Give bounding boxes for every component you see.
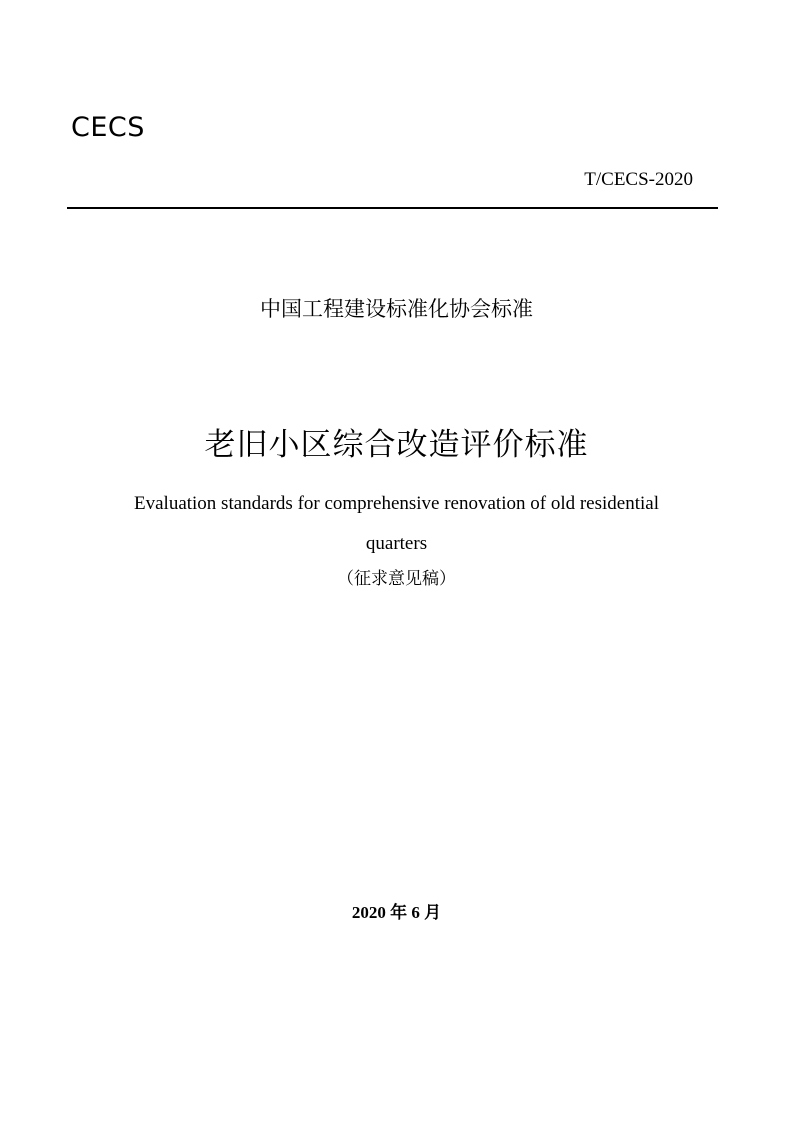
header-divider xyxy=(67,207,718,209)
title-english-line-2: quarters xyxy=(365,533,428,554)
standard-code: T/CECS-2020 xyxy=(584,169,693,190)
title-english xyxy=(0,484,793,564)
cecs-logo-text: CECS xyxy=(71,112,145,143)
draft-status: （征求意见稿） xyxy=(337,569,456,589)
organization-name: 中国工程建设标准化协会标准 xyxy=(260,297,533,321)
publication-date: 2020 年 6 月 xyxy=(351,903,442,922)
title-english-line-1: Evaluation standards for comprehensive renovation of old residential xyxy=(134,493,659,514)
title-chinese: 老旧小区综合改造评价标准 xyxy=(204,427,589,463)
